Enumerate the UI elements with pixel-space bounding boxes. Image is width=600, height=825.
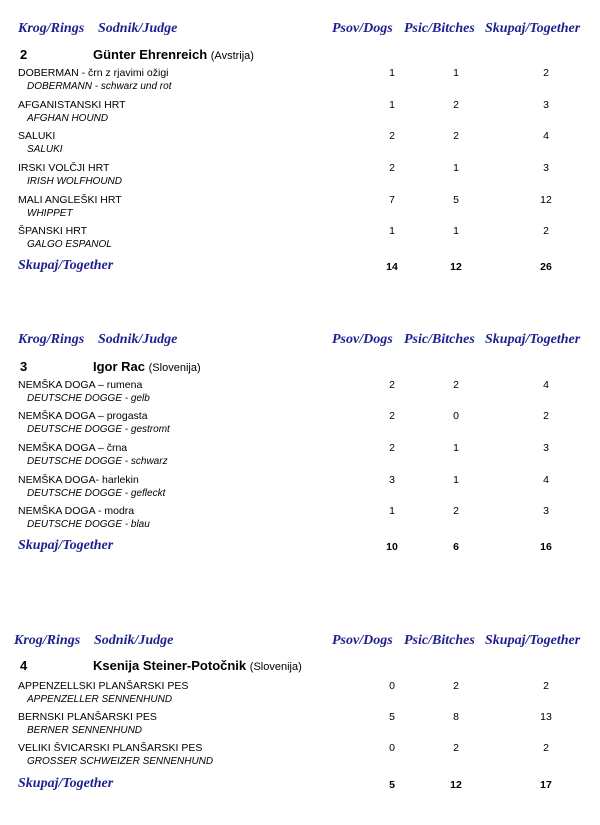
breed-row <box>18 67 358 93</box>
total-count: 3 <box>543 99 549 111</box>
dogs-count: 0 <box>389 680 395 692</box>
judge-country: (Slovenija) <box>148 362 201 374</box>
breed-name-de: DEUTSCHE DOGGE - gestromt <box>27 424 170 435</box>
breed-name-de: SALUKI <box>27 144 63 155</box>
header-ring: Krog/Rings <box>18 21 85 36</box>
bitches-count: 1 <box>453 474 459 486</box>
bitches-count: 2 <box>453 379 459 391</box>
breed-name-de: GALGO ESPANOL <box>27 239 112 250</box>
ring-section-2 <box>0 0 600 290</box>
breed-row <box>18 474 358 500</box>
breed-row <box>18 442 358 468</box>
total-count: 12 <box>540 194 552 206</box>
total-bitches: 6 <box>453 541 459 553</box>
header-together: Skupaj/Together <box>485 332 581 347</box>
header-together: Skupaj/Together <box>485 21 581 36</box>
judge-name-text: Igor Rac <box>93 359 146 374</box>
total-count: 2 <box>543 410 549 422</box>
judge-name-text: Ksenija Steiner-Potočnik <box>93 658 247 673</box>
dogs-count: 1 <box>389 67 395 79</box>
judge-country: (Avstrija) <box>210 50 254 62</box>
header-bitches: Psic/Bitches <box>404 633 475 648</box>
dogs-count: 2 <box>389 410 395 422</box>
bitches-count: 1 <box>453 162 459 174</box>
breed-name-sl: NEMŠKA DOGA – progasta <box>18 410 148 422</box>
ring-section-4 <box>0 620 600 820</box>
total-label: Skupaj/Together <box>18 538 114 553</box>
breed-row <box>18 505 358 531</box>
dogs-count: 1 <box>389 505 395 517</box>
ring-number: 3 <box>20 359 28 374</box>
dogs-count: 1 <box>389 99 395 111</box>
breed-row <box>18 711 358 737</box>
breed-name-sl: VELIKI ŠVICARSKI PLANŠARSKI PES <box>18 742 203 754</box>
breed-row <box>18 379 358 405</box>
breed-name-de: APPENZELLER SENNENHUND <box>27 694 173 705</box>
bitches-count: 1 <box>453 442 459 454</box>
breed-name-sl: NEMŠKA DOGA – rumena <box>18 379 143 391</box>
breed-row <box>18 130 358 156</box>
judge-country: (Slovenija) <box>249 661 302 673</box>
total-count: 4 <box>543 474 549 486</box>
total-dogs: 10 <box>386 541 398 553</box>
bitches-count: 2 <box>453 680 459 692</box>
breed-row <box>18 225 358 251</box>
breed-name-de: DEUTSCHE DOGGE - gefleckt <box>27 488 166 499</box>
breed-name-sl: NEMŠKA DOGA- harlekin <box>18 474 139 486</box>
breed-row <box>18 742 358 768</box>
dogs-count: 1 <box>389 225 395 237</box>
total-count: 4 <box>543 379 549 391</box>
breed-name-sl: BERNSKI PLANŠARSKI PES <box>18 711 157 723</box>
breed-name-de: GROSSER SCHWEIZER SENNENHUND <box>27 756 214 767</box>
header-bitches: Psic/Bitches <box>404 21 475 36</box>
breed-name-sl: MALI ANGLEŠKI HRT <box>18 194 122 206</box>
breed-name-sl: DOBERMAN - črn z rjavimi ožigi <box>18 67 169 79</box>
dogs-count: 2 <box>389 162 395 174</box>
dogs-count: 3 <box>389 474 395 486</box>
total-count: 4 <box>543 130 549 142</box>
judge-name <box>93 658 302 673</box>
header-ring: Krog/Rings <box>14 633 81 648</box>
header-together: Skupaj/Together <box>485 633 581 648</box>
ring-section-3 <box>0 310 600 570</box>
dogs-count: 5 <box>389 711 395 723</box>
breed-name-de: DEUTSCHE DOGGE - gelb <box>27 393 150 404</box>
dogs-count: 7 <box>389 194 395 206</box>
judge-name-text: Günter Ehrenreich <box>93 47 208 62</box>
total-all: 17 <box>540 779 552 791</box>
header-ring: Krog/Rings <box>18 332 85 347</box>
breed-name-sl: IRSKI VOLČJI HRT <box>18 162 110 174</box>
breed-name-de: WHIPPET <box>27 208 73 219</box>
breed-name-sl: APPENZELLSKI PLANŠARSKI PES <box>18 680 189 692</box>
ring-number: 2 <box>20 47 28 62</box>
breed-row <box>18 680 358 706</box>
bitches-count: 2 <box>453 130 459 142</box>
dogs-count: 2 <box>389 379 395 391</box>
header-dogs: Psov/Dogs <box>332 21 393 36</box>
total-count: 3 <box>543 442 549 454</box>
breed-name-sl: SALUKI <box>18 130 56 142</box>
bitches-count: 2 <box>453 742 459 754</box>
bitches-count: 5 <box>453 194 459 206</box>
total-count: 2 <box>543 67 549 79</box>
breed-row <box>18 194 358 220</box>
breed-name-de: BERNER SENNENHUND <box>27 725 143 736</box>
dogs-count: 2 <box>389 130 395 142</box>
bitches-count: 1 <box>453 225 459 237</box>
total-dogs: 5 <box>389 779 395 791</box>
bitches-count: 0 <box>453 410 459 422</box>
total-count: 2 <box>543 680 549 692</box>
total-all: 26 <box>540 261 552 273</box>
total-label: Skupaj/Together <box>18 776 114 791</box>
breed-name-sl: NEMŠKA DOGA - modra <box>18 505 135 517</box>
dogs-count: 0 <box>389 742 395 754</box>
breed-row <box>18 99 358 125</box>
total-bitches: 12 <box>450 779 462 791</box>
judge-name <box>93 47 254 62</box>
header-bitches: Psic/Bitches <box>404 332 475 347</box>
total-count: 13 <box>540 711 552 723</box>
total-count: 2 <box>543 225 549 237</box>
bitches-count: 2 <box>453 505 459 517</box>
total-bitches: 12 <box>450 261 462 273</box>
header-judge: Sodnik/Judge <box>98 332 178 347</box>
total-count: 2 <box>543 742 549 754</box>
breed-name-de: DEUTSCHE DOGGE - blau <box>27 519 150 530</box>
header-judge: Sodnik/Judge <box>98 21 178 36</box>
dogs-count: 2 <box>389 442 395 454</box>
total-count: 3 <box>543 505 549 517</box>
breed-row <box>18 410 358 436</box>
header-dogs: Psov/Dogs <box>332 633 393 648</box>
breed-name-de: DEUTSCHE DOGGE - schwarz <box>27 456 168 467</box>
header-judge: Sodnik/Judge <box>94 633 174 648</box>
bitches-count: 8 <box>453 711 459 723</box>
total-count: 3 <box>543 162 549 174</box>
breed-name-sl: AFGANISTANSKI HRT <box>18 99 126 111</box>
total-dogs: 14 <box>386 261 398 273</box>
breed-name-de: AFGHAN HOUND <box>27 113 109 124</box>
breed-name-sl: NEMŠKA DOGA – črna <box>18 442 128 454</box>
total-label: Skupaj/Together <box>18 258 114 273</box>
ring-number: 4 <box>20 658 28 673</box>
breed-name-de: IRISH WOLFHOUND <box>27 176 122 187</box>
breed-name-sl: ŠPANSKI HRT <box>18 225 88 237</box>
header-dogs: Psov/Dogs <box>332 332 393 347</box>
judge-name <box>93 359 201 374</box>
total-all: 16 <box>540 541 552 553</box>
breed-name-de: DOBERMANN - schwarz und rot <box>27 81 172 92</box>
bitches-count: 2 <box>453 99 459 111</box>
breed-row <box>18 162 358 188</box>
bitches-count: 1 <box>453 67 459 79</box>
